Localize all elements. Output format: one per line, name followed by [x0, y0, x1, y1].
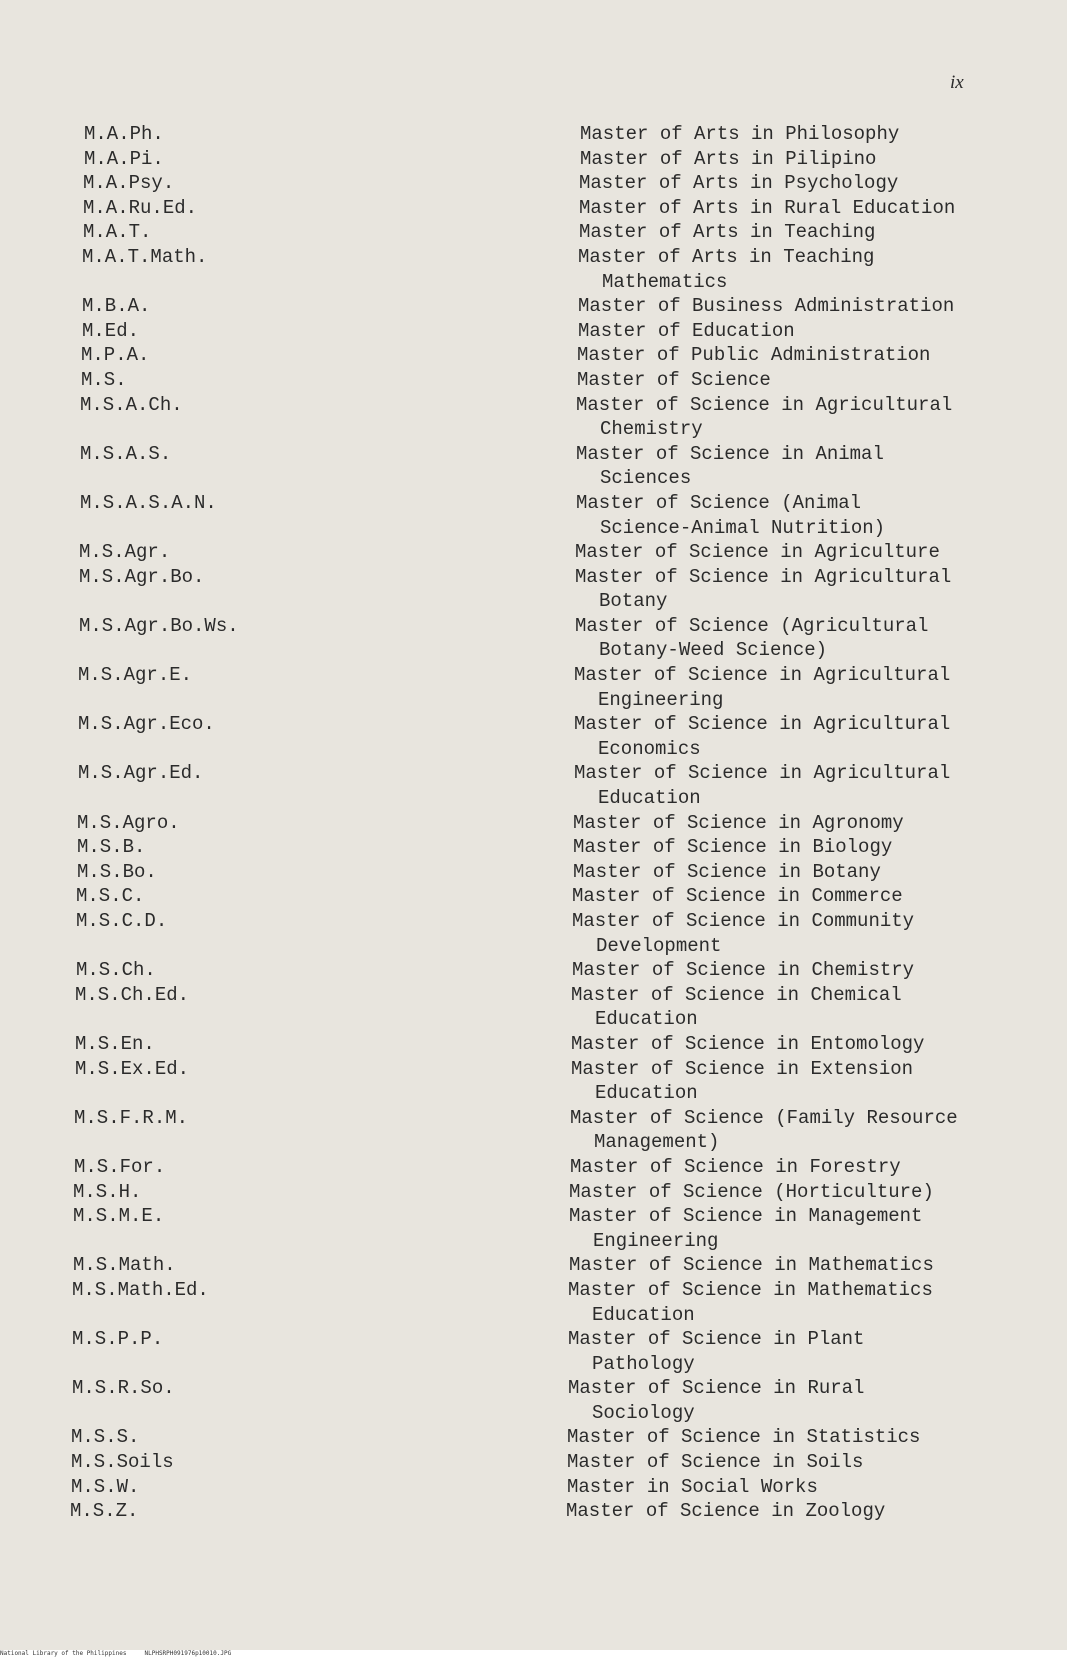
abbreviation-meaning	[567, 1475, 997, 1500]
abbreviation: M.S.Bo.	[77, 860, 157, 883]
abbreviation: M.S.Math.	[73, 1254, 176, 1277]
abbreviation-entry	[0, 368, 1067, 393]
meaning-continuation: Sociology	[592, 1401, 695, 1424]
abbreviation-entry	[0, 196, 1067, 221]
abbreviation-entry	[0, 860, 1067, 885]
meaning-line: Master of Science in Community	[572, 910, 915, 932]
meaning-line: Master of Science in Rural	[568, 1377, 865, 1400]
abbreviation-meaning	[567, 1425, 997, 1450]
abbreviation-entry	[0, 1204, 1067, 1253]
meaning-continuation: Development	[596, 934, 722, 957]
abbreviation-meaning	[574, 712, 1004, 761]
abbreviation-meaning	[576, 393, 1006, 442]
abbreviation-meaning	[570, 1106, 1000, 1155]
abbreviation: M.S.C.D.	[76, 910, 168, 932]
abbreviation: M.A.Pi.	[84, 147, 164, 170]
abbreviation-meaning	[569, 1180, 999, 1205]
meaning-line: Master of Science in Botany	[573, 860, 881, 883]
abbreviation-meaning	[574, 761, 1004, 810]
abbreviation-entry	[0, 122, 1067, 147]
meaning-line: Master of Science in Chemistry	[572, 959, 915, 982]
abbreviation-meaning	[577, 343, 1007, 368]
abbreviation-entry	[0, 712, 1067, 761]
abbreviation-entry	[0, 245, 1067, 294]
abbreviation: M.S.S.	[71, 1426, 140, 1449]
meaning-line: Master of Science in Soils	[567, 1451, 864, 1474]
meaning-line: Master of Science in Agricultural	[574, 762, 951, 785]
abbreviation: M.S.Agr.Ed.	[78, 762, 204, 785]
abbreviation: M.S.Math.Ed.	[72, 1278, 209, 1301]
meaning-continuation: Engineering	[593, 1229, 719, 1252]
abbreviation: M.S.A.S.A.N.	[80, 491, 217, 514]
meaning-line: Master of Science in Agronomy	[573, 811, 904, 834]
abbreviation: M.S.W.	[71, 1475, 140, 1498]
abbreviation-entry	[0, 1155, 1067, 1180]
meaning-continuation: Economics	[598, 737, 701, 760]
abbreviation: M.S.C.	[76, 885, 145, 908]
meaning-line: Master of Science (Horticulture)	[569, 1180, 934, 1203]
footer-filename: NLPHSRPH091976p10010.JPG	[144, 1650, 232, 1657]
scan-footer	[0, 1650, 1067, 1658]
abbreviation-meaning	[572, 958, 1002, 983]
abbreviation-meaning	[568, 1278, 998, 1327]
abbreviation-meaning	[570, 1155, 1000, 1180]
meaning-line: Master of Public Administration	[577, 344, 931, 367]
meaning-line: Master of Science in Agricultural	[575, 565, 952, 588]
abbreviation-meaning	[578, 294, 1008, 319]
meaning-continuation: Sciences	[600, 467, 692, 490]
meaning-line: Master of Science in Agricultural	[576, 393, 953, 416]
abbreviation-meaning	[578, 245, 1008, 294]
abbreviation-meaning	[580, 147, 1010, 172]
abbreviation: M.S.For.	[74, 1155, 166, 1178]
abbreviation-entry	[0, 1180, 1067, 1205]
abbreviation-entry	[0, 1253, 1067, 1278]
abbreviation-meaning	[578, 319, 1008, 344]
abbreviation-entry	[0, 147, 1067, 172]
abbreviation-entry	[0, 1278, 1067, 1327]
abbreviation: M.Ed.	[82, 319, 140, 342]
abbreviation: M.A.T.	[83, 221, 152, 244]
abbreviation: M.S.Agr.Bo.Ws.	[79, 614, 239, 637]
abbreviation: M.A.Ru.Ed.	[83, 196, 198, 219]
abbreviation-meaning	[568, 1327, 998, 1376]
abbreviation-meaning	[573, 811, 1003, 836]
abbreviation-meaning	[579, 171, 1009, 196]
abbreviation-entry	[0, 909, 1067, 958]
abbreviation-meaning	[571, 1057, 1001, 1106]
abbreviation: M.B.A.	[82, 295, 151, 318]
meaning-line: Master of Science in Agricultural	[574, 713, 951, 736]
meaning-continuation: Management)	[594, 1131, 720, 1154]
abbreviation-entry	[0, 1450, 1067, 1475]
abbreviation-entry	[0, 1327, 1067, 1376]
abbreviation: M.S.Agr.Bo.	[79, 565, 205, 588]
abbreviation-meaning	[567, 1450, 997, 1475]
meaning-line: Master of Science in Extension	[571, 1057, 914, 1080]
meaning-continuation: Education	[595, 1082, 698, 1105]
abbreviation: M.S.A.S.	[80, 442, 172, 465]
meaning-continuation: Pathology	[592, 1352, 695, 1375]
abbreviation-entry	[0, 393, 1067, 442]
abbreviation: M.S.En.	[75, 1032, 155, 1055]
meaning-continuation: Botany	[599, 590, 668, 613]
meaning-line: Master of Science in Statistics	[567, 1426, 921, 1449]
abbreviation: M.S.H.	[73, 1180, 142, 1203]
meaning-line: Master of Arts in Philosophy	[580, 123, 900, 145]
abbreviation: M.S.B.	[77, 836, 146, 859]
abbreviation: M.S.Agr.Eco.	[78, 713, 215, 736]
abbreviation-entry	[0, 171, 1067, 196]
abbreviation-meaning	[579, 220, 1009, 245]
meaning-line: Master of Arts in Rural Education	[579, 196, 956, 219]
meaning-line: Master of Science in Mathematics	[568, 1278, 933, 1301]
abbreviation: M.A.Ph.	[84, 123, 164, 145]
meaning-continuation: Education	[598, 787, 701, 810]
meaning-line: Master of Arts in Psychology	[579, 172, 899, 195]
meaning-line: Master of Science in Zoology	[566, 1500, 886, 1523]
abbreviation-meaning	[572, 909, 1002, 958]
abbreviation-meaning	[579, 196, 1009, 221]
meaning-line: Master of Science in Plant	[568, 1328, 865, 1351]
meaning-line: Master of Arts in Teaching	[579, 221, 876, 244]
abbreviation: M.S.	[81, 368, 127, 391]
abbreviation-meaning	[573, 835, 1003, 860]
meaning-continuation: Chemistry	[600, 418, 703, 441]
abbreviation: M.S.Ex.Ed.	[75, 1057, 190, 1080]
meaning-line: Master of Science in Agricultural	[574, 664, 951, 687]
abbreviation-meaning	[576, 491, 1006, 540]
meaning-line: Master of Science in Animal	[576, 442, 884, 465]
abbreviation-meaning	[575, 565, 1005, 614]
meaning-line: Master of Science (Agricultural	[575, 614, 929, 637]
abbreviation-entry	[0, 761, 1067, 810]
abbreviation-entry	[0, 884, 1067, 909]
abbreviation-entry	[0, 1106, 1067, 1155]
meaning-line: Master of Arts in Teaching	[578, 245, 875, 268]
abbreviation-meaning	[566, 1499, 996, 1524]
meaning-line: Master of Science in Mathematics	[569, 1254, 934, 1277]
meaning-line: Master of Science	[577, 368, 771, 391]
abbreviation-entry	[0, 220, 1067, 245]
meaning-continuation: Education	[592, 1303, 695, 1326]
meaning-continuation: Science-Animal Nutrition)	[600, 516, 886, 539]
meaning-line: Master of Science in Forestry	[570, 1155, 901, 1178]
meaning-continuation: Botany-Weed Science)	[599, 639, 828, 662]
meaning-continuation: Mathematics	[602, 270, 728, 293]
abbreviation: M.S.A.Ch.	[80, 393, 183, 416]
meaning-continuation: Engineering	[598, 688, 724, 711]
abbreviation-entry	[0, 294, 1067, 319]
footer-source: National Library of the Philippines	[0, 1650, 127, 1657]
abbreviation-entry	[0, 491, 1067, 540]
meaning-line: Master of Education	[578, 319, 795, 342]
abbreviation: M.S.Soils	[71, 1451, 174, 1474]
abbreviation-meaning	[568, 1376, 998, 1425]
abbreviation-entry	[0, 1057, 1067, 1106]
abbreviation-meaning	[574, 663, 1004, 712]
abbreviation: M.S.M.E.	[73, 1205, 165, 1228]
abbreviation-entry	[0, 319, 1067, 344]
abbreviation-meaning	[580, 122, 1010, 147]
abbreviation-meaning	[571, 983, 1001, 1032]
abbreviation-meaning	[572, 884, 1002, 909]
abbreviation-meaning	[577, 368, 1007, 393]
abbreviation-meaning	[576, 442, 1006, 491]
meaning-line: Master of Science in Entomology	[571, 1032, 925, 1055]
meaning-line: Master of Science (Animal	[576, 491, 862, 514]
abbreviation-entry	[0, 835, 1067, 860]
meaning-line: Master of Science in Biology	[573, 836, 893, 859]
meaning-line: Master of Science (Family Resource	[570, 1106, 958, 1129]
abbreviation-entry	[0, 663, 1067, 712]
meaning-line: Master of Science in Agriculture	[575, 541, 940, 564]
abbreviation-entry	[0, 442, 1067, 491]
abbreviation-entry	[0, 1376, 1067, 1425]
abbreviation: M.S.Ch.Ed.	[75, 983, 190, 1006]
meaning-line: Master of Science in Commerce	[572, 885, 903, 908]
abbreviation-entry	[0, 343, 1067, 368]
abbreviation-meaning	[575, 614, 1005, 663]
abbreviation-entry	[0, 958, 1067, 983]
meaning-line: Master of Arts in Pilipino	[580, 147, 877, 170]
meaning-continuation: Education	[595, 1008, 698, 1031]
abbreviation: M.S.P.P.	[72, 1328, 164, 1351]
abbreviation-entry	[0, 983, 1067, 1032]
meaning-line: Master of Science in Chemical	[571, 983, 902, 1006]
abbreviation: M.S.Ch.	[76, 959, 156, 982]
meaning-line: Master of Business Administration	[578, 295, 955, 318]
abbreviation-entry	[0, 614, 1067, 663]
abbreviation-entry	[0, 565, 1067, 614]
abbreviation-entry	[0, 1425, 1067, 1450]
abbreviation-entry	[0, 1499, 1067, 1524]
abbreviation-entry	[0, 1032, 1067, 1057]
abbreviation-entry	[0, 1475, 1067, 1500]
abbreviation-meaning	[569, 1204, 999, 1253]
abbreviation-entry	[0, 540, 1067, 565]
abbreviation: M.S.Agr.E.	[78, 664, 193, 687]
abbreviation: M.S.Z.	[70, 1500, 139, 1523]
abbreviation-meaning	[575, 540, 1005, 565]
meaning-line: Master of Science in Management	[569, 1205, 923, 1228]
abbreviation-meaning	[569, 1253, 999, 1278]
abbreviation: M.S.R.So.	[72, 1377, 175, 1400]
abbreviation-list	[0, 122, 1067, 1524]
page-number: ix	[950, 72, 964, 93]
abbreviation-entry	[0, 811, 1067, 836]
meaning-line: Master in Social Works	[567, 1475, 818, 1498]
abbreviation-meaning	[571, 1032, 1001, 1057]
abbreviation-meaning	[573, 860, 1003, 885]
abbreviation: M.S.F.R.M.	[74, 1106, 189, 1129]
abbreviation: M.P.A.	[81, 344, 150, 367]
abbreviation: M.S.Agr.	[79, 541, 171, 564]
abbreviation: M.S.Agro.	[77, 811, 180, 834]
abbreviation: M.A.Psy.	[83, 172, 175, 195]
abbreviation: M.A.T.Math.	[82, 245, 208, 268]
